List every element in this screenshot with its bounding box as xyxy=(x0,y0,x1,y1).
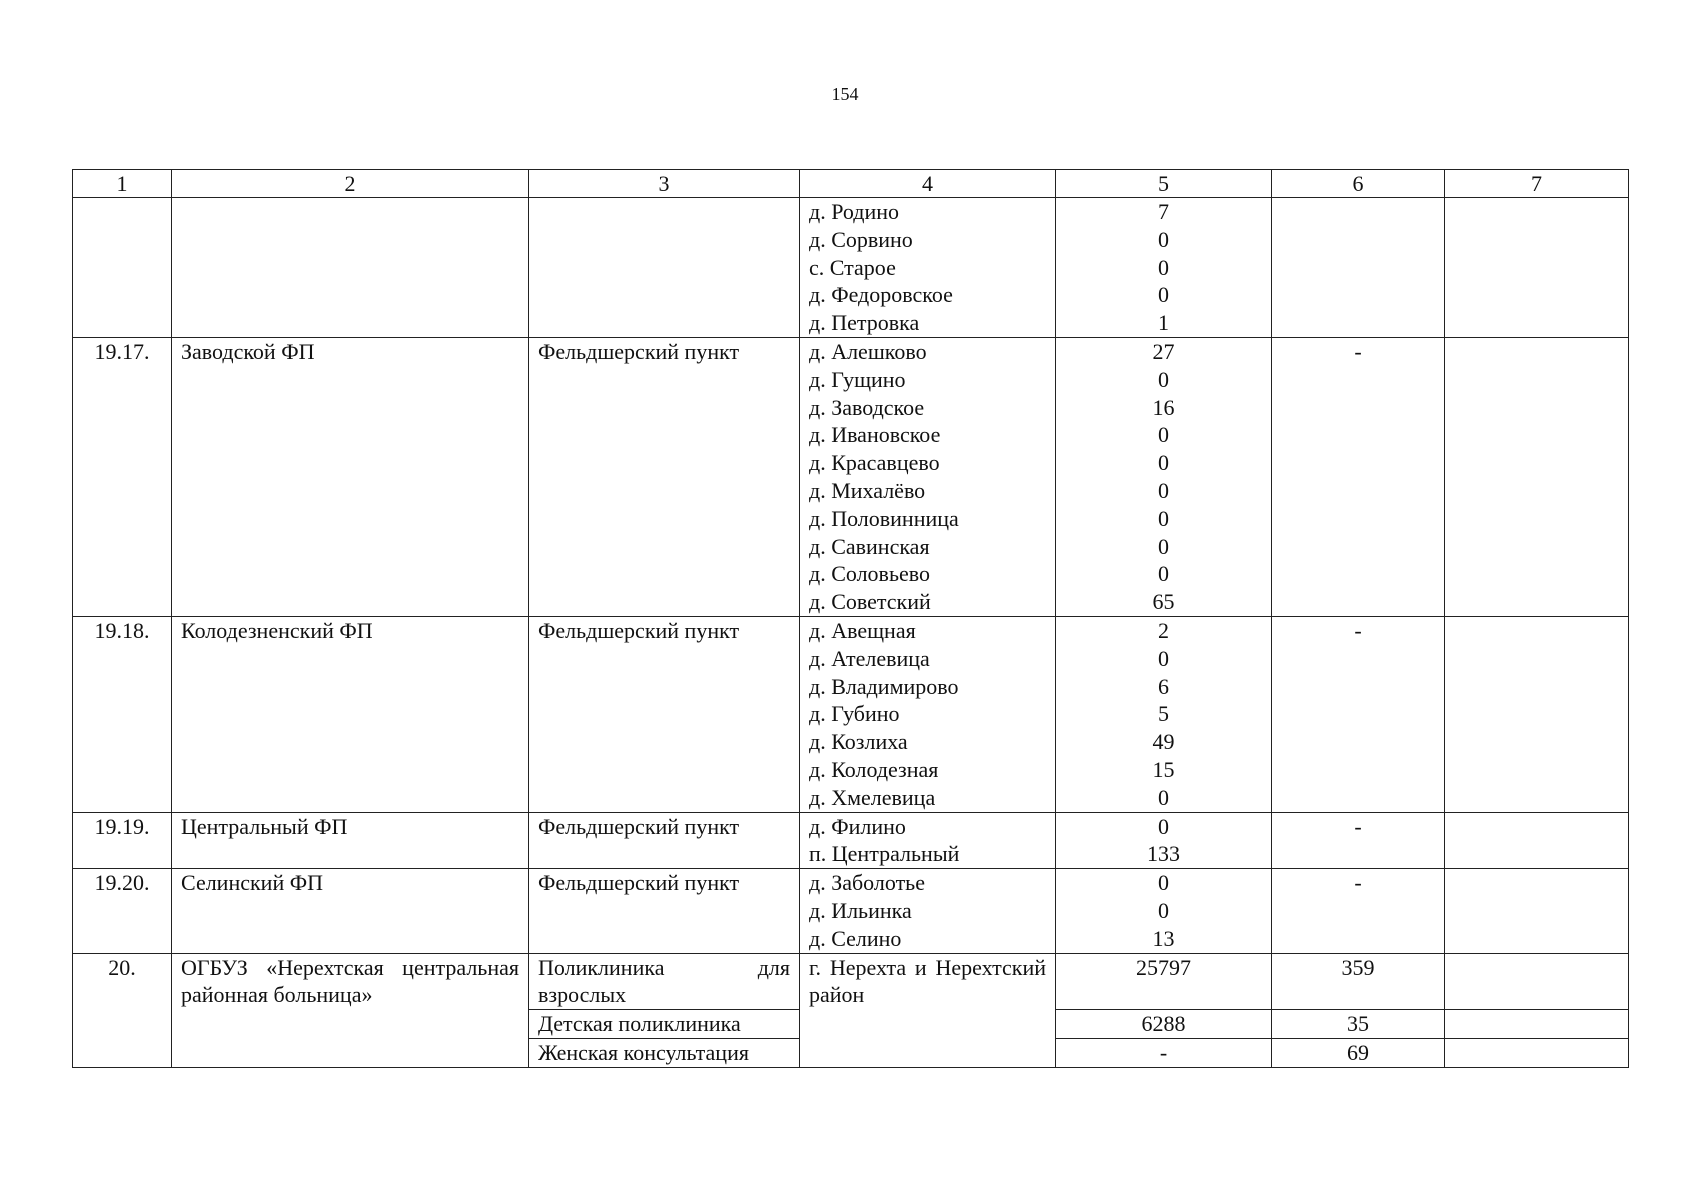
settlement-name: д. Заводское xyxy=(809,394,925,420)
population-value: 0 xyxy=(1158,366,1169,392)
settlement-name: д. Селино xyxy=(809,925,902,951)
population-value: 0 xyxy=(1158,813,1169,839)
settlement-name: д. Авещная xyxy=(809,617,916,643)
settlement-name: д. Савинская xyxy=(809,533,930,559)
header-cell-3: 3 xyxy=(529,170,800,198)
page-number: 154 xyxy=(831,84,859,104)
facility-type-cell xyxy=(529,198,800,338)
facility-type-cell: Фельдшерский пункт xyxy=(529,337,800,616)
col7-cell xyxy=(1445,616,1629,812)
settlements-cell xyxy=(800,616,1056,812)
col6-cell: - xyxy=(1272,616,1445,812)
territory-cell: г. Нерехта и Нерехтский район xyxy=(800,953,1056,1067)
settlement-name: д. Советский xyxy=(809,589,931,615)
row-number-cell xyxy=(73,198,172,338)
population-value: 0 xyxy=(1158,505,1169,531)
settlement-name: д. Соловьево xyxy=(809,561,930,587)
table-row-20-adult-clinic xyxy=(73,953,1629,1010)
settlement-name: д. Колодезная xyxy=(809,756,939,782)
col6-cell: 35 xyxy=(1272,1010,1445,1039)
facility-name-cell xyxy=(172,198,529,338)
facility-type-cell: Детская поликлиника xyxy=(529,1010,800,1039)
facility-type-cell: Женская консультация xyxy=(529,1038,800,1067)
facility-name-cell: Заводской ФП xyxy=(172,337,529,616)
col6-cell: - xyxy=(1272,337,1445,616)
facility-type-cell: Фельдшерский пункт xyxy=(529,616,800,812)
row-number-cell: 19.17. xyxy=(73,337,172,616)
population-value: 0 xyxy=(1158,422,1169,448)
table-header-row xyxy=(73,170,1629,198)
table-row-continuation xyxy=(73,198,1629,338)
row-number-cell: 20. xyxy=(73,953,172,1067)
population-value: 0 xyxy=(1158,784,1169,810)
header-cell-7: 7 xyxy=(1445,170,1629,198)
population-value: 6 xyxy=(1158,673,1169,699)
row-number-cell: 19.20. xyxy=(73,869,172,953)
settlements-cell xyxy=(800,198,1056,338)
header-cell-2: 2 xyxy=(172,170,529,198)
facility-type-cell: Фельдшерский пункт xyxy=(529,869,800,953)
col7-cell xyxy=(1445,198,1629,338)
table-row-19-17 xyxy=(73,337,1629,616)
settlement-name: д. Федоровское xyxy=(809,282,953,308)
population-value: 2 xyxy=(1158,617,1169,643)
header-cell-6: 6 xyxy=(1272,170,1445,198)
settlements-cell xyxy=(800,812,1056,869)
col7-cell xyxy=(1445,812,1629,869)
col7-cell xyxy=(1445,1038,1629,1067)
population-value: 0 xyxy=(1158,870,1169,896)
settlement-name: д. Красавцево xyxy=(809,450,940,476)
table-row-19-19 xyxy=(73,812,1629,869)
settlement-name: д. Половинница xyxy=(809,505,959,531)
population-value: 27 xyxy=(1152,338,1175,364)
population-cell: 25797 xyxy=(1056,953,1272,1010)
settlement-name: д. Владимирово xyxy=(809,673,959,699)
population-cell xyxy=(1056,869,1272,953)
settlement-name: д. Сорвино xyxy=(809,226,913,252)
facility-name-cell: Колодезненский ФП xyxy=(172,616,529,812)
facility-type-cell: Поликлиника для взрослых xyxy=(529,953,800,1010)
population-value: 1 xyxy=(1158,310,1169,336)
header-cell-4: 4 xyxy=(800,170,1056,198)
settlement-name: д. Гущино xyxy=(809,366,906,392)
population-value: 0 xyxy=(1158,897,1169,923)
settlement-name: д. Хмелевица xyxy=(809,784,936,810)
col7-cell xyxy=(1445,869,1629,953)
col6-cell xyxy=(1272,198,1445,338)
settlement-name: д. Михалёво xyxy=(809,477,926,503)
population-cell: 6288 xyxy=(1056,1010,1272,1039)
col7-cell xyxy=(1445,953,1629,1010)
settlement-name: д. Козлиха xyxy=(809,729,908,755)
facility-name-cell: Центральный ФП xyxy=(172,812,529,869)
population-value: 0 xyxy=(1158,282,1169,308)
population-cell: - xyxy=(1056,1038,1272,1067)
table-row-19-18 xyxy=(73,616,1629,812)
col6-cell: 359 xyxy=(1272,953,1445,1010)
settlement-name: п. Центральный xyxy=(809,841,960,867)
table-row-19-20 xyxy=(73,869,1629,953)
population-value: 7 xyxy=(1158,199,1169,224)
col6-cell: - xyxy=(1272,869,1445,953)
col6-cell: - xyxy=(1272,812,1445,869)
population-cell xyxy=(1056,812,1272,869)
population-value: 5 xyxy=(1158,701,1169,727)
settlement-name: д. Петровка xyxy=(809,310,920,336)
facility-name-cell: Селинский ФП xyxy=(172,869,529,953)
settlement-name: д. Родино xyxy=(809,199,899,224)
population-value: 0 xyxy=(1158,254,1169,280)
facility-type-cell: Фельдшерский пункт xyxy=(529,812,800,869)
population-value: 0 xyxy=(1158,533,1169,559)
population-value: 16 xyxy=(1152,394,1175,420)
population-value: 133 xyxy=(1147,841,1180,867)
facilities-table xyxy=(72,169,1629,1068)
col7-cell xyxy=(1445,1010,1629,1039)
col7-cell xyxy=(1445,337,1629,616)
settlement-name: д. Ильинка xyxy=(809,897,912,923)
population-value: 13 xyxy=(1152,925,1175,951)
settlements-cell xyxy=(800,869,1056,953)
population-value: 0 xyxy=(1158,450,1169,476)
facility-name-cell: ОГБУЗ «Нерехтская центральная районная больница» xyxy=(172,953,529,1067)
header-cell-5: 5 xyxy=(1056,170,1272,198)
population-cell xyxy=(1056,198,1272,338)
row-number-cell: 19.19. xyxy=(73,812,172,869)
settlements-cell xyxy=(800,337,1056,616)
settlement-name: д. Алешково xyxy=(809,338,927,364)
population-value: 15 xyxy=(1152,756,1175,782)
population-value: 49 xyxy=(1152,729,1175,755)
settlement-name: д. Ателевица xyxy=(809,645,930,671)
settlement-name: д. Губино xyxy=(809,701,900,727)
population-value: 0 xyxy=(1158,561,1169,587)
settlement-name: д. Заболотье xyxy=(809,870,925,896)
population-value: 0 xyxy=(1158,477,1169,503)
header-cell-1: 1 xyxy=(73,170,172,198)
settlement-name: с. Старое xyxy=(809,254,896,280)
settlement-name: д. Ивановское xyxy=(809,422,941,448)
population-cell xyxy=(1056,337,1272,616)
population-cell xyxy=(1056,616,1272,812)
population-value: 65 xyxy=(1152,589,1175,615)
population-value: 0 xyxy=(1158,226,1169,252)
col6-cell: 69 xyxy=(1272,1038,1445,1067)
settlement-name: д. Филино xyxy=(809,813,906,839)
row-number-cell: 19.18. xyxy=(73,616,172,812)
population-value: 0 xyxy=(1158,645,1169,671)
